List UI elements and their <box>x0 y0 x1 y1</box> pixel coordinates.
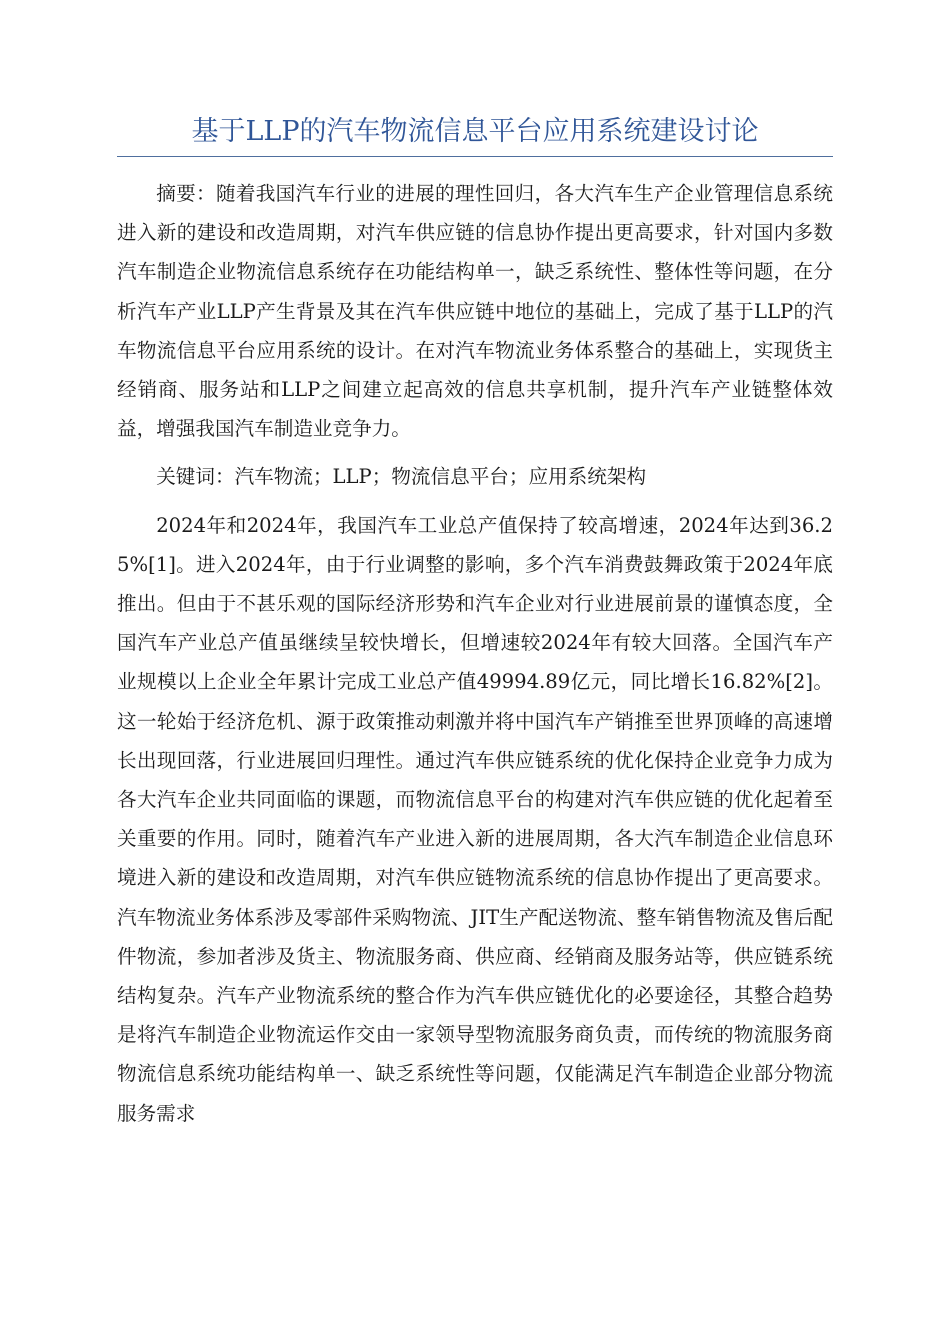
document-body <box>117 174 833 1133</box>
keywords-paragraph <box>117 457 833 496</box>
abstract-paragraph <box>117 174 833 448</box>
title-block <box>117 112 833 157</box>
abstract-text: 随着我国汽车行业的进展的理性回归，各大汽车生产企业管理信息系统进入新的建设和改造周期，对汽车供应链的信息协作提出更高要求，针对国内多数汽车制造企业物流信息系统存在功能结构单一，缺乏系统性、整体性等问题，在分析汽车产业LLP产生背景及其在汽车供应链中地位的基础上，完成了基于LLP的汽车物流信息平台应用系统的设计。在对汽车物流业务体系整合的基础上，实现货主经销商、服务站和LLP之间建立起高效的信息共享机制，提升汽车产业链整体效益，增强我国汽车制造业竞争力。 <box>117 182 834 441</box>
keywords-text: 汽车物流；LLP；物流信息平台；应用系统架构 <box>234 465 647 489</box>
keywords-label: 关键词： <box>156 465 235 489</box>
document-title: 基于LLP的汽车物流信息平台应用系统建设讨论 <box>191 116 759 147</box>
abstract-label: 摘要： <box>156 182 216 205</box>
body-paragraph: 2024年和2024年，我国汽车工业总产值保持了较高增速，2024年达到36.25%[1]。进入2024年，由于行业调整的影响，多个汽车消费鼓舞政策于2024年底推出。但由于不甚乐观的国际经济形势和汽车企业对行业进展前景的谨慎态度，全国汽车产业总产值虽继续呈较快增长，但增速较2024年有较大回落。全国汽车产业规模以上企业全年累计完成工业总产值49994.89亿元，同比增长16.82%[2]。这一轮始于经济危机、源于政策推动刺激并将中国汽车产销推至世界顶峰的高速增长出现回落，行业进展回归理性。通过汽车供应链系统的优化保持企业竞争力成为各大汽车企业共同面临的课题，而物流信息平台的构建对汽车供应链的优化起着至关重要的作用。同时，随着汽车产业进入新的进展周期，各大汽车制造企业信息环境进入新的建设和改造周期，对汽车供应链物流系统的信息协作提出了更高要求。汽车物流业务体系涉及零部件采购物流、JIT生产配送物流、整车销售物流及售后配件物流，参加者涉及货主、物流服务商、供应商、经销商及服务站等，供应链系统结构复杂。汽车产业物流系统的整合作为汽车供应链优化的必要途径，其整合趋势是将汽车制造企业物流运作交由一家领导型物流服务商负责，而传统的物流服务商物流信息系统功能结构单一、缺乏系统性等问题，仅能满足汽车制造企业部分物流服务需求 <box>117 513 833 1125</box>
